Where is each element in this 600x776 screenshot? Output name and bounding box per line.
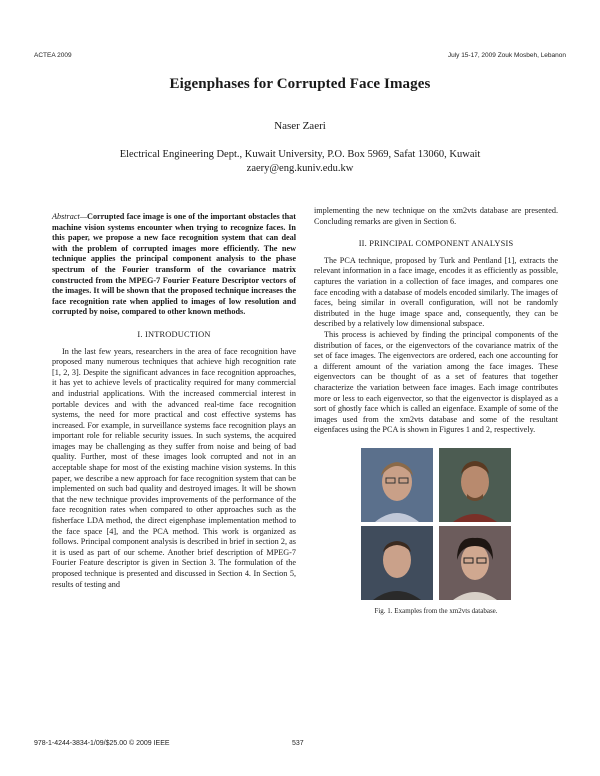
left-column: [52, 212, 296, 590]
copyright-notice: 978-1-4244-3834-1/09/$25.00 © 2009 IEEE: [34, 740, 170, 747]
figure-1-caption: Fig. 1. Examples from the xm2vts database.: [374, 606, 498, 615]
page-footer: [34, 740, 566, 752]
author-email: zaery@eng.kuniv.edu.kw: [246, 163, 354, 174]
affiliation-line: Electrical Engineering Dept., Kuwait University, P.O. Box 5969, Safat 13060, Kuwait: [119, 149, 481, 160]
author-name: Naser Zaeri: [274, 120, 326, 132]
abstract-lead: Abstract—: [52, 212, 88, 221]
pca-paragraph-1: The PCA technique, proposed by Turk and Pentland [1], extracts the relevant information in a face image, encodes it as efficiently as possible, captures the variation in a collection of face images, and compares one face encoding with a database of models encoded similarly. The images of faces, being similar in overall configuration, will not be randomly distributed in the huge image space and, consequently, they can be described by a relatively low dimensional subspace.: [314, 255, 558, 329]
section-heading-introduction: I. INTRODUCTION: [137, 329, 211, 339]
conference-date-location: July 15-17, 2009 Zouk Mosbeh, Lebanon: [447, 52, 566, 59]
page-header: [34, 52, 566, 62]
conference-name: ACTEA 2009: [34, 52, 72, 59]
abstract-text: Corrupted face image is one of the important obstacles that machine vision systems encounter when trying to recognize faces. In this paper, we propose a new face recognition system that can deal with the problem of corrupted images more efficiently. The new technique applies the principal component analysis to the phase spectrum of the Fourier transform of the covariance matrix constructed from the MPEG-7 Fourier Feature Descriptor vectors of the images. It will be shown that the proposed technique increases the face recognition rate when applied to images of low resolution and corrupted by noise, compared to other known methods.: [52, 212, 296, 317]
author-affiliation: [0, 148, 600, 176]
pca-paragraph-2: This process is achieved by finding the principal components of the distribution of faces, or the eigenvectors of the covariance matrix of the set of face images. The eigenvectors are ordered, each one accounting for a different amount of the variation among the face images. These eigenvectors can be thought of as a set of features that together characterize the variation between face images. Each image contributes more or less to each eigenvector, so that the eigenvector is displayed as a sort of ghostly face which is called an eigenface. Example of some of the images used from the xm2vts database and some of the resultant eigenfaces using the PCA is shown in Figures 1 and 2, respectively.: [314, 329, 558, 435]
face-photo: [439, 448, 511, 522]
face-photo: [439, 526, 511, 600]
abstract: [52, 212, 296, 318]
face-photo: [361, 526, 433, 600]
introduction-text: In the last few years, researchers in the area of face recognition have proposed many numerous techniques that achieve high recognition rate [1, 2, 3]. Despite the significant advances in face recognition approaches, it has yet to achieve levels of practicality required for many commercial and industrial applications. With the increased commercial interest in portable devices and with the advanced real-time face recognition systems, the need for more practical and cost effective systems has increased. For example, in surveillance systems face recognition plays an important role for reliable security issues. In such systems, the acquired images may be challenging as they suffer from noise and being of bad quality. Further, most of these images look corrupted and not in an acceptable shape for most of the existing machine vision systems. In this paper, we describe a new approach for face recognition system that can be implemented on such bad quality and destroyed images. It will be shown that the new technique provides improvements of the performance of the face recognition rates when compared to other approaches such as the fisherface LDA method, the direct eigenphase implementation method to the face space [4], and the PCA method. This work is organized as follows. Principal component analysis is described in brief in section 2, as it is used as part of our scheme. Another brief description of MPEG-7 Fourier Feature descriptor is given in Section 3. The formulation of the proposed technique is presented and discussed in Section 4. In Section 5, results of testing and: [52, 346, 296, 589]
introduction-continued: implementing the new technique on the xm2vts database are presented. Concluding remarks are given in Section 6.: [314, 206, 558, 226]
right-column: [314, 206, 558, 616]
section-heading-pca: II. PRINCIPAL COMPONENT ANALYSIS: [358, 239, 514, 249]
face-photo: [361, 448, 433, 522]
paper-title: Eigenphases for Corrupted Face Images: [169, 76, 431, 92]
page-number: 537: [292, 740, 304, 747]
figure-1: [361, 448, 511, 600]
